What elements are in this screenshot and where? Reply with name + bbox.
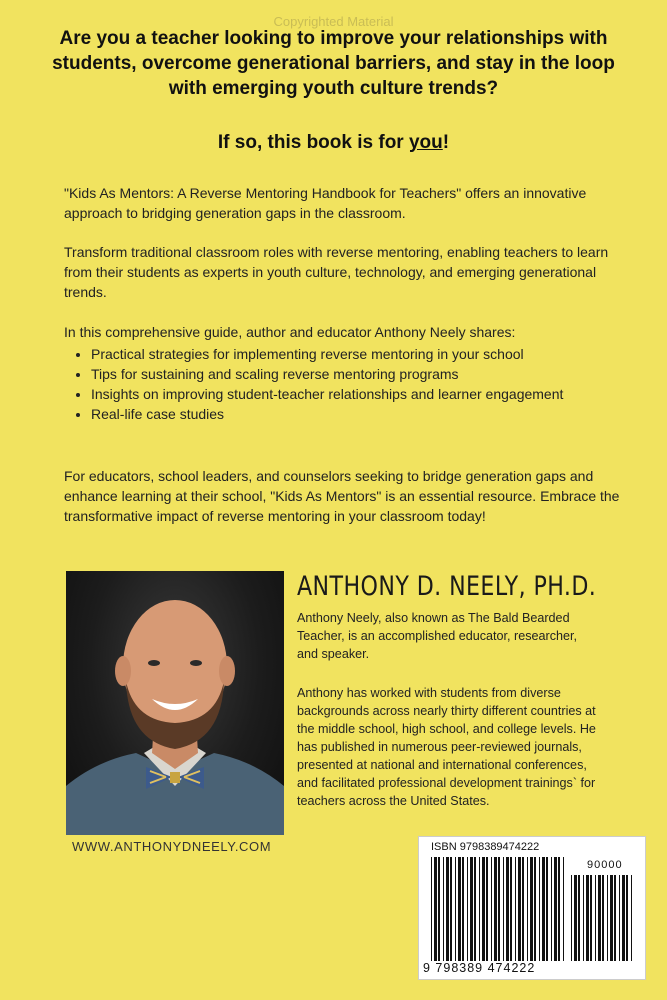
barcode-bar <box>595 875 596 961</box>
author-photo <box>66 571 284 835</box>
barcode-bar <box>503 857 504 961</box>
barcode-bar <box>578 875 580 961</box>
barcode-bar <box>551 857 552 961</box>
closing-paragraph: For educators, school leaders, and counselors seeking to bridge generation gaps and enhance learning at their school, "Kids As Mentors" is an essential resource. Embrace the transformative impact of reverse mentoring in your classroom today! <box>64 468 620 524</box>
barcode-bar <box>590 875 592 961</box>
tagline-emphasis: you <box>408 132 443 153</box>
barcode-bar <box>622 875 625 961</box>
copyright-watermark: Copyrighted Material <box>273 14 394 29</box>
headline: Are you a teacher looking to improve your relationships with students, overcome generational barriers, and stay in the loop with emerging youth culture trends? <box>52 28 615 99</box>
barcode-bar <box>530 857 533 961</box>
list-item: • Practical strategies for implementing reverse mentoring in your school <box>91 344 624 364</box>
guide-section <box>64 322 624 424</box>
list-item: • Real-life case studies <box>91 404 624 424</box>
barcode-bar <box>546 857 548 961</box>
barcode-bar <box>583 875 584 961</box>
barcode-bar <box>450 857 452 961</box>
barcode-bar <box>510 857 512 961</box>
barcode-bar <box>602 875 604 961</box>
barcode-bar <box>486 857 488 961</box>
transform-paragraph: Transform traditional classroom roles with reverse mentoring, enabling teachers to learn from their students as experts in youth culture, technology, and emerging generational trends. <box>64 244 609 300</box>
tagline-before: If so, this book is for <box>217 132 409 153</box>
price-code: 90000 <box>587 859 623 871</box>
barcode-bar <box>626 875 628 961</box>
barcode-bar <box>491 857 492 961</box>
barcode-bar <box>467 857 468 961</box>
barcode-bar <box>542 857 545 961</box>
barcode-bar <box>455 857 456 961</box>
price-barcode <box>569 875 635 961</box>
barcode-bar <box>462 857 464 961</box>
barcode-bar <box>518 857 521 961</box>
bullet-list <box>64 344 624 424</box>
barcode-bar <box>498 857 500 961</box>
barcode-bar <box>438 857 440 961</box>
barcode-bar <box>458 857 461 961</box>
barcode-bar <box>586 875 589 961</box>
barcode-bar <box>482 857 485 961</box>
intro-paragraph: "Kids As Mentors: A Reverse Mentoring Handbook for Teachers" offers an innovative approach to bridging generation gaps in the classroom. <box>64 185 587 221</box>
barcode-bar <box>554 857 557 961</box>
barcode-bar <box>446 857 449 961</box>
barcode-bar <box>515 857 516 961</box>
barcode-bar <box>631 875 632 961</box>
barcode-bar <box>470 857 473 961</box>
barcode-bar <box>506 857 509 961</box>
barcode-bar <box>614 875 616 961</box>
author-website: WWW.ANTHONYDNEELY.COM <box>72 839 272 854</box>
barcode-bar <box>619 875 620 961</box>
barcode-bar <box>522 857 524 961</box>
barcode-label <box>418 836 646 980</box>
isbn-digits: 9 798389 474222 <box>423 961 536 975</box>
barcode-bar <box>563 857 564 961</box>
barcode-bar <box>434 857 437 961</box>
barcode-bar <box>571 875 572 961</box>
barcode-bar <box>607 875 608 961</box>
isbn-text: ISBN 9798389474222 <box>431 841 540 853</box>
tagline-after: ! <box>442 132 450 153</box>
barcode-bar <box>494 857 497 961</box>
author-name: ANTHONY D. NEELY, PH.D. <box>297 571 597 602</box>
isbn-barcode <box>429 857 567 961</box>
list-item: • Insights on improving student-teacher relationships and learner engagement <box>91 384 624 404</box>
barcode-bar <box>558 857 560 961</box>
barcode-bar <box>474 857 476 961</box>
list-item: • Tips for sustaining and scaling reverse mentoring programs <box>91 364 624 384</box>
barcode-bar <box>610 875 613 961</box>
barcode-bar <box>527 857 528 961</box>
barcode-bar <box>598 875 601 961</box>
barcode-bar <box>431 857 432 961</box>
barcode-bar <box>479 857 480 961</box>
tagline <box>0 132 667 154</box>
barcode-bar <box>574 875 577 961</box>
author-bio-intro: Anthony Neely, also known as The Bald Bearded Teacher, is an accomplished educator, researcher, and speaker. <box>297 611 578 661</box>
barcode-bar <box>443 857 444 961</box>
barcode-bar <box>539 857 540 961</box>
barcode-bar <box>534 857 536 961</box>
guide-intro: In this comprehensive guide, author and educator Anthony Neely shares: <box>64 324 516 340</box>
author-bio-detail: Anthony has worked with students from diverse backgrounds across nearly thirty different countries at the middle school, high school, and college levels. He has published in numerous peer-reviewed journals, presented at national and international conferences, and facilitated professional development trainings` for teachers across the United States. <box>297 686 596 808</box>
